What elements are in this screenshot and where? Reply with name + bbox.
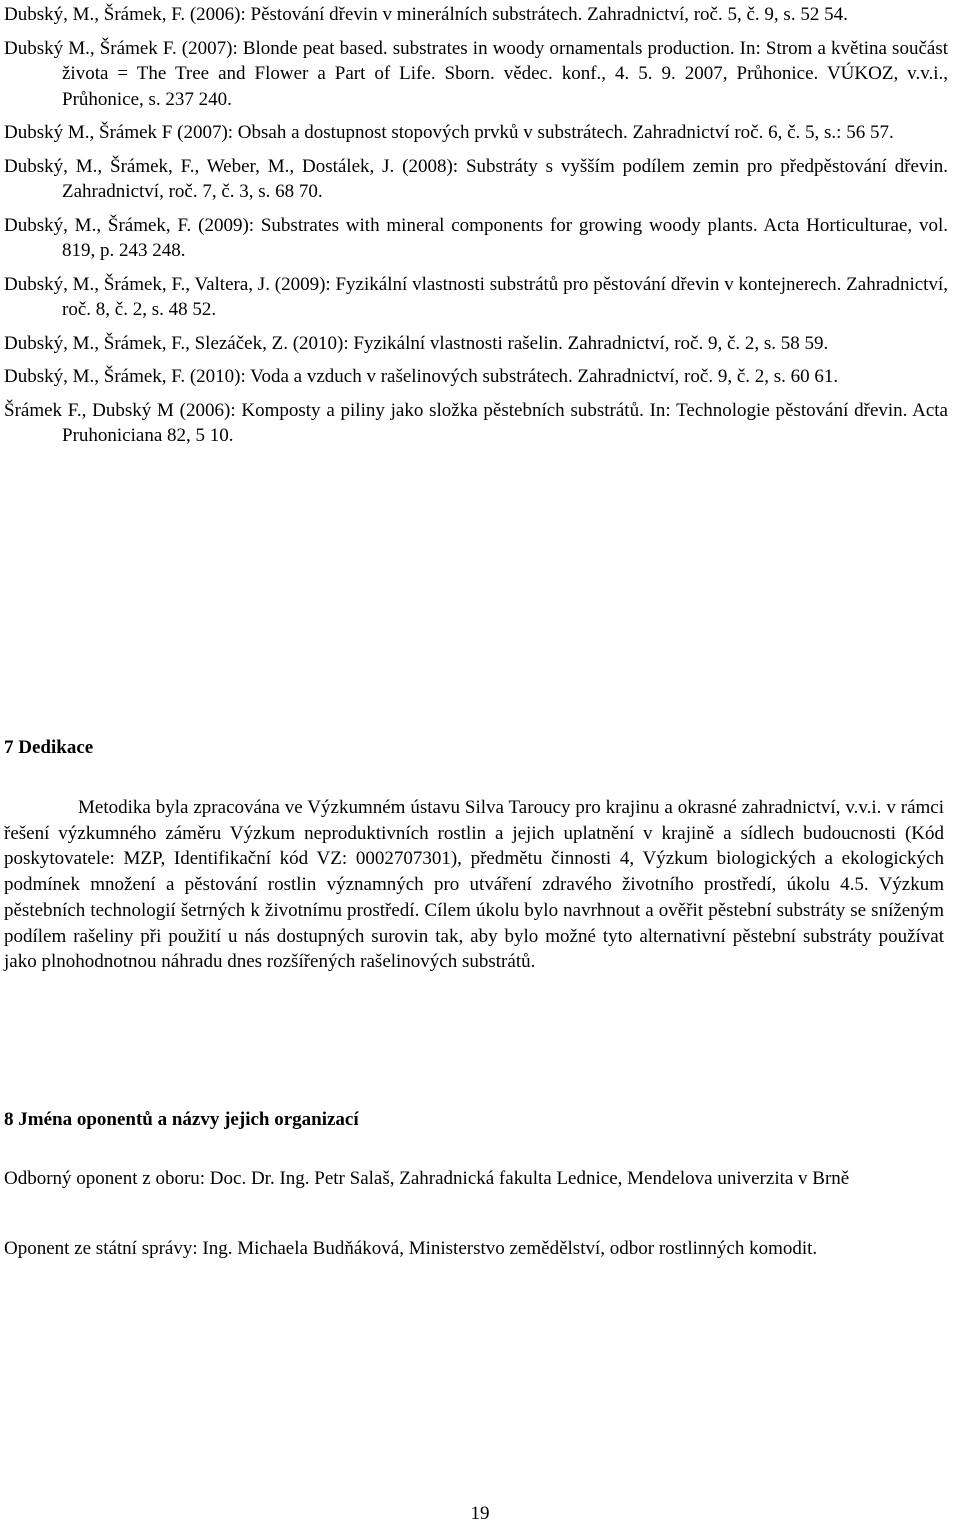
section-heading-opponents: 8 Jména oponentů a názvy jejich organizací <box>4 1109 359 1130</box>
opponent-state-administration: Oponent ze státní správy: Ing. Michaela Budňáková, Ministerstvo zemědělství, odbor rostlinných komodit. <box>4 1238 818 1259</box>
reference-item: Dubský, M., Šrámek, F. (2009): Substrates with mineral components for growing woody plants. Acta Horticulturae, vol. 819, p. 243 248. <box>4 214 948 261</box>
reference-item: Dubský M., Šrámek F (2007): Obsah a dostupnost stopových prvků v substrátech. Zahradnictví roč. 6, č. 5, s.: 56 57. <box>4 122 894 143</box>
dedication-paragraph: Metodika byla zpracována ve Výzkumném ústavu Silva Taroucy pro krajinu a okrasné zahradnictví, v.v.i. v rámci řešení výzkumného záměru Výzkum neproduktivních rostlin a jejich uplatnění v krajině a sídlech budoucnosti (Kód poskytovatele: MZP, Identifikační kód VZ: 0002707301), předmětu činnosti 4, Výzkum biologických a ekologických podmínek množení a pěstování rostlin významných pro utváření zdravého životního prostředí, úkolu 4.5. Výzkum pěstebních technologií šetrných k životnímu prostředí. Cílem úkolu bylo navrhnout a ověřit pěstební substráty se sníženým podílem rašeliny při použití u nás dostupných surovin tak, aby bylo možné tyto alternativní pěstební substráty používat jako plnohodnotnou náhradu dnes rozšířených rašelinových substrátů. <box>4 797 944 973</box>
reference-item: Šrámek F., Dubský M (2006): Komposty a piliny jako složka pěstebních substrátů. In: Technologie pěstování dřevin. Acta Pruhoniciana 82, 5 10. <box>4 399 948 446</box>
opponent-expert: Odborný oponent z oboru: Doc. Dr. Ing. Petr Salaš, Zahradnická fakulta Lednice, Mendelova univerzita v Brně <box>4 1168 850 1189</box>
reference-item: Dubský, M., Šrámek, F. (2006): Pěstování dřevin v minerálních substrátech. Zahradnictví, roč. 5, č. 9, s. 52 54. <box>4 4 848 25</box>
section-heading-dedication: 7 Dedikace <box>4 737 94 758</box>
reference-item: Dubský, M., Šrámek, F., Valtera, J. (2009): Fyzikální vlastnosti substrátů pro pěstování dřevin v kontejnerech. Zahradnictví, roč. 8, č. 2, s. 48 52. <box>4 273 948 320</box>
reference-item: Dubský M., Šrámek F. (2007): Blonde peat based. substrates in woody ornamentals production. In: Strom a květina součást života = The Tree and Flower a Part of Life. Sborn. vědec. konf., 4. 5. 9. 2007, Průhonice. VÚKOZ, v.v.i., Průhonice, s. 237 240. <box>4 37 948 110</box>
reference-list <box>4 2 948 457</box>
reference-item: Dubský, M., Šrámek, F., Slezáček, Z. (2010): Fyzikální vlastnosti rašelin. Zahradnictví, roč. 9, č. 2, s. 58 59. <box>4 332 829 354</box>
page-number: 19 <box>470 1503 490 1524</box>
reference-item: Dubský, M., Šrámek, F., Weber, M., Dostálek, J. (2008): Substráty s vyšším podílem zemin pro předpěstování dřevin. Zahradnictví, roč. 7, č. 3, s. 68 70. <box>4 155 948 202</box>
reference-item: Dubský, M., Šrámek, F. (2010): Voda a vzduch v rašelinových substrátech. Zahradnictví, roč. 9, č. 2, s. 60 61. <box>4 366 839 387</box>
